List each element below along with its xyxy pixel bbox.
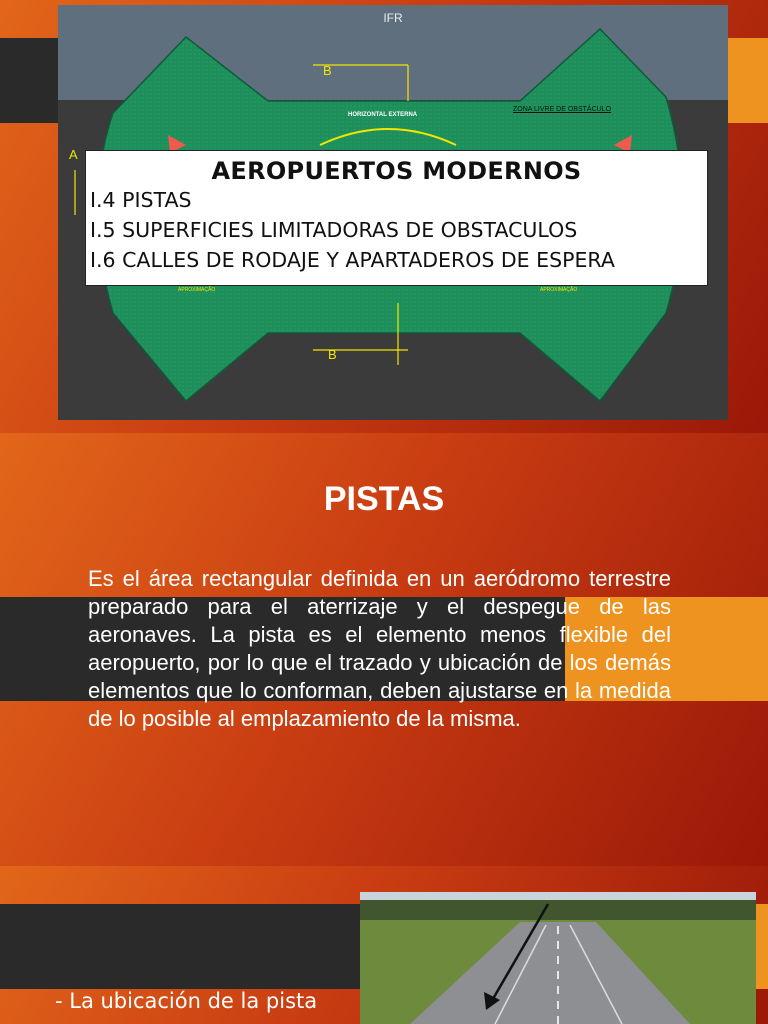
slide-2 <box>0 433 768 866</box>
orange-band-right <box>728 38 768 123</box>
dark-band-left <box>0 38 58 123</box>
label-b-bottom: B <box>328 347 337 362</box>
slide-title: AEROPUERTOS MODERNOS <box>211 157 582 185</box>
dark-band-left <box>0 904 360 989</box>
approach-label-right: APROXIMAÇÃO <box>540 287 578 293</box>
slide-3 <box>0 866 768 1024</box>
topic-item: I.6 CALLES DE RODAJE Y APARTADEROS DE ESPERA <box>90 248 615 272</box>
definition-paragraph: Es el área rectangular definida en un aeródromo terrestre preparado para el aterrizaje y el despegue de las aeronaves. La pista es el elemento menos flexible del aeropuerto, por lo que el trazado y ubicación de los demás elementos que lo conforman, deben ajustarse en la medida de lo posible al emplazamiento de la misma. <box>88 566 671 731</box>
topic-item: I.4 PISTAS <box>90 188 192 212</box>
label-a: A <box>69 147 78 162</box>
orange-band-right <box>756 904 768 989</box>
obstacle-free-zone-label: ZONA LIVRE DE OBSTÁCULO <box>513 106 612 113</box>
title-box <box>85 150 708 286</box>
slide-title: PISTAS <box>323 480 445 518</box>
ifr-label: IFR <box>383 11 403 25</box>
bullet-text: - La ubicación de la pista <box>55 989 318 1013</box>
label-b-top: B <box>323 63 332 78</box>
horizontal-external-label: HORIZONTAL EXTERNA <box>348 112 418 118</box>
approach-label-left: APROXIMAÇÃO <box>178 287 216 293</box>
runway-photo <box>360 892 756 1024</box>
topic-item: I.5 SUPERFICIES LIMITADORAS DE OBSTACULOS <box>90 218 578 242</box>
slide-1 <box>0 0 768 433</box>
